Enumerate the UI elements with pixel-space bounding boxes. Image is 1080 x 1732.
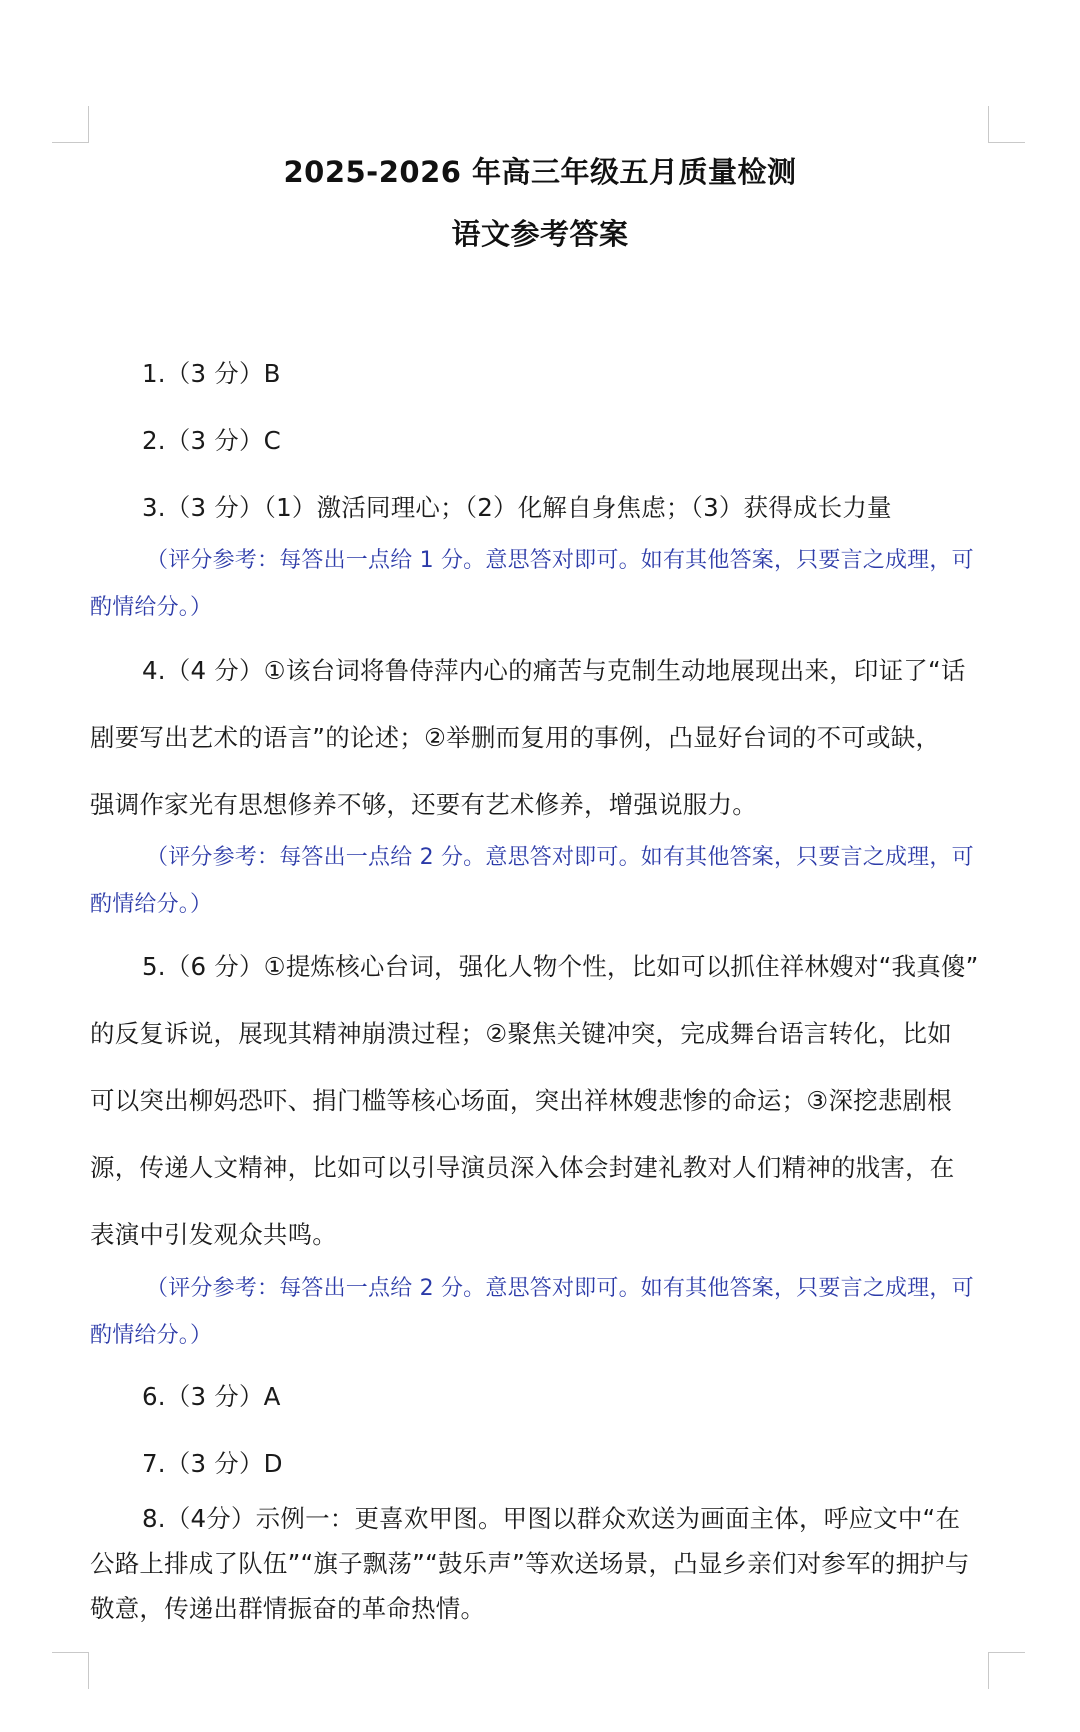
- crop-mark-top-right: [988, 106, 1025, 143]
- scoring-note-q4-line2: 酌情给分。）: [90, 892, 213, 917]
- crop-mark-top-left: [52, 106, 89, 143]
- crop-mark-bottom-right: [988, 1652, 1025, 1689]
- document-title: 2025-2026 年高三年级五月质量检测: [283, 155, 797, 189]
- scoring-note-q3-line2: 酌情给分。）: [90, 595, 213, 620]
- scoring-note-q5-line2: 酌情给分。）: [90, 1323, 213, 1348]
- answer-q1: 1.（3 分）B: [142, 359, 281, 388]
- answer-q4-line2: 剧要写出艺术的语言”的论述；②举删而复用的事例，凸显好台词的不可或缺，: [90, 723, 941, 752]
- answer-q8-line2: 公路上排成了队伍”“旗子飘荡”“鼓乐声”等欢送场景，凸显乡亲们对参军的拥护与: [90, 1549, 970, 1578]
- answer-q5-line2: 的反复诉说，展现其精神崩溃过程；②聚焦关键冲突，完成舞台语言转化，比如: [90, 1019, 952, 1048]
- answer-q3: 3.（3 分）（1）激活同理心；（2）化解自身焦虑；（3）获得成长力量: [142, 493, 892, 522]
- scoring-note-q5-line1: （评分参考：每答出一点给 2 分。意思答对即可。如有其他答案，只要言之成理，可: [146, 1276, 974, 1301]
- crop-mark-bottom-left: [52, 1652, 89, 1689]
- answer-q4-line1: 4.（4 分）①该台词将鲁侍萍内心的痛苦与克制生动地展现出来，印证了“话: [142, 656, 966, 685]
- answer-q5-line5: 表演中引发观众共鸣。: [90, 1220, 337, 1249]
- scoring-note-q4-line1: （评分参考：每答出一点给 2 分。意思答对即可。如有其他答案，只要言之成理，可: [146, 845, 974, 870]
- document-subtitle: 语文参考答案: [451, 217, 629, 251]
- answer-q8-line1: 8.（4分）示例一：更喜欢甲图。甲图以群众欢送为画面主体，呼应文中“在: [142, 1504, 961, 1533]
- scoring-note-q3-line1: （评分参考：每答出一点给 1 分。意思答对即可。如有其他答案，只要言之成理，可: [146, 548, 974, 573]
- answer-q8-line3: 敬意，传递出群情振奋的革命热情。: [90, 1594, 486, 1623]
- answer-q6: 6.（3 分）A: [142, 1382, 281, 1411]
- answer-q5-line3: 可以突出柳妈恐吓、捐门槛等核心场面，突出祥林嫂悲惨的命运；③深挖悲剧根: [90, 1086, 952, 1115]
- answer-q4-line3: 强调作家光有思想修养不够，还要有艺术修养，增强说服力。: [90, 790, 757, 819]
- answer-q2: 2.（3 分）C: [142, 426, 281, 455]
- answer-q7: 7.（3 分）D: [142, 1449, 283, 1478]
- answer-q5-line1: 5.（6 分）①提炼核心台词，强化人物个性，比如可以抓住祥林嫂对“我真傻”: [142, 952, 979, 981]
- answer-q5-line4: 源，传递人文精神，比如可以引导演员深入体会封建礼教对人们精神的戕害，在: [90, 1153, 955, 1182]
